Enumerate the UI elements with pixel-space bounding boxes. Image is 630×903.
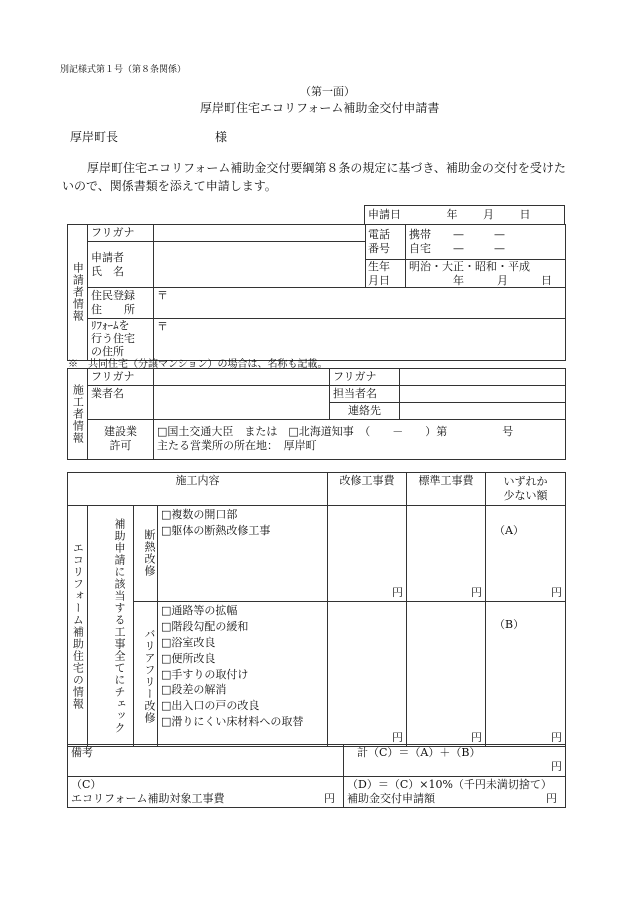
person-name-label: 担当者名 — [330, 385, 400, 402]
d-description: 補助金交付申請額 — [347, 791, 435, 805]
remarks-field[interactable] — [68, 745, 344, 777]
application-date-cell[interactable] — [365, 206, 565, 225]
d-yen: 円 — [546, 791, 557, 805]
address-field[interactable]: 〒 — [154, 288, 566, 319]
c-description: エコリフォーム補助対象工事費 — [71, 791, 225, 805]
applicant-name-field[interactable] — [154, 241, 366, 288]
mobile-label: 携帯 — [409, 228, 431, 242]
phone-label-2: 番号 — [368, 241, 390, 255]
yen-b: 円 — [551, 731, 562, 745]
checkbox-toilet[interactable]: □便所改良 — [161, 651, 216, 665]
office-location: 主たる営業所の所在地： 厚岸町 — [157, 439, 317, 452]
checkbox-handrail[interactable]: □手すりの取付け — [161, 667, 249, 681]
furigana-label: フリガナ — [88, 225, 154, 242]
works-content-header: 施工内容 — [68, 473, 328, 506]
intro-line-1: 厚岸町住宅エコリフォーム補助金交付要綱第８条の規定に基づき、補助金の交付を受けた — [87, 161, 566, 175]
phone-label-1: 電話 — [368, 228, 390, 242]
reform-label-3: の住所 — [91, 344, 124, 358]
addressee: 厚岸町長 — [70, 130, 119, 144]
contractor-furigana-label: フリガナ — [88, 369, 154, 386]
phone-label — [366, 225, 406, 260]
works-table — [67, 472, 566, 747]
checkbox-bathroom[interactable]: □浴室改良 — [161, 635, 216, 649]
license-label-1: 建設業 — [104, 425, 137, 439]
yen-a: 円 — [551, 586, 562, 600]
contact-field[interactable] — [400, 402, 566, 419]
barrier-free-label: バリアフリー改修 — [134, 601, 158, 746]
target-cost-cell[interactable] — [68, 777, 344, 808]
mark-b: （B） — [494, 617, 525, 631]
barrier-standard-cost[interactable]: 円 — [407, 601, 486, 746]
day-label: 日 — [519, 208, 531, 222]
reform-label-2: 行う住宅 — [91, 331, 135, 345]
license-field[interactable] — [154, 419, 566, 459]
home-label: 自宅 — [409, 241, 431, 255]
furigana-field[interactable] — [154, 225, 366, 242]
total-formula: 計（C）＝（A）＋（B） — [357, 746, 481, 759]
reform-address-field[interactable]: 〒 — [154, 318, 566, 360]
form-number: 別記様式第１号（第８条関係） — [60, 65, 187, 75]
dash: — — [494, 228, 505, 242]
dash: — — [453, 228, 464, 242]
page-title: 厚岸町住宅エコリフォーム補助金交付申請書 — [200, 101, 440, 115]
birth-label-1: 生年 — [368, 259, 390, 273]
checkbox-multiple-openings[interactable]: □複数の開口部 — [161, 508, 238, 521]
check-instruction: 補助申請に該当する工事全てにチェック — [88, 506, 134, 747]
barrier-free-items — [158, 601, 328, 746]
total-c-cell[interactable] — [344, 745, 566, 777]
remarks-label: 備考 — [71, 746, 93, 759]
license-label — [88, 419, 154, 459]
year-label: 年 — [446, 208, 458, 222]
summary-table — [67, 744, 566, 808]
total-yen: 円 — [551, 759, 562, 773]
license-label-2: 許可 — [109, 439, 132, 452]
birth-label — [366, 259, 406, 288]
insulation-label: 断熱改修 — [134, 506, 158, 602]
applicant-name-label — [88, 241, 154, 288]
insulation-items — [158, 506, 328, 602]
standard-cost-header: 標準工事費 — [407, 473, 486, 506]
reform-cost-header: 改修工事費 — [328, 473, 407, 506]
address-label-1: 住民登録 — [91, 289, 135, 303]
c-label: （C） — [71, 778, 102, 791]
reform-address-label — [88, 318, 154, 360]
checkbox-step-removal[interactable]: □段差の解消 — [161, 683, 227, 697]
insulation-standard-cost[interactable]: 円 — [407, 506, 486, 602]
applicant-section-label: 申請者情報 — [68, 225, 88, 361]
birth-field[interactable] — [406, 259, 566, 288]
era-options[interactable]: 明治・大正・昭和・平成 — [409, 259, 530, 273]
contractor-table — [67, 368, 566, 460]
lesser-amount-header — [486, 473, 566, 506]
d-formula: （D）＝（C）×10%（千円未満切捨て） — [347, 778, 552, 791]
month-label: 月 — [483, 208, 494, 222]
birth-ymd: 年 月 日 — [453, 273, 552, 287]
insulation-reform-cost[interactable]: 円 — [328, 506, 407, 602]
checkbox-stair-slope[interactable]: □階段勾配の緩和 — [161, 619, 249, 633]
address-label — [88, 288, 154, 319]
name-label-2: 氏 名 — [91, 264, 124, 278]
reform-label-1: ﾘﾌｫｰﾑを — [91, 319, 130, 333]
applicant-table — [67, 224, 566, 361]
dash: — — [453, 241, 464, 255]
insulation-lesser-amount[interactable] — [486, 506, 566, 602]
birth-label-2: 月日 — [368, 273, 390, 287]
checkbox-body-insulation[interactable]: □躯体の断熱改修工事 — [161, 523, 271, 537]
intro-line-2: いので、関係書類を添えて申請します。 — [62, 179, 277, 193]
contractor-section-label: 施工者情報 — [68, 369, 88, 460]
subsidy-amount-cell[interactable] — [344, 777, 566, 808]
honorific: 様 — [215, 130, 228, 144]
phone-field[interactable] — [406, 225, 566, 260]
checkbox-nonslip-floor[interactable]: □滑りにくい床材料への取替 — [161, 715, 304, 729]
page-label: （第一面） — [300, 85, 355, 98]
application-date-table — [364, 205, 565, 225]
address-label-2: 住 所 — [91, 303, 135, 316]
contact-label: 連絡先 — [330, 402, 400, 419]
date-label: 申請日 — [368, 208, 401, 222]
c-yen: 円 — [324, 791, 335, 805]
checkbox-entrance-door[interactable]: □出入口の戸の改良 — [161, 699, 260, 713]
license-options[interactable]: □国土交通大臣 または □北海道知事 （ － ）第 号 — [157, 425, 514, 439]
works-side-label: エコリフォーム補助住宅の情報 — [68, 506, 88, 747]
name-label-1: 申請者 — [91, 250, 124, 264]
lesser-1: いずれか — [503, 475, 548, 489]
company-name-label: 業者名 — [88, 385, 154, 419]
lesser-2: 少ない額 — [503, 489, 548, 502]
person-furigana-label: フリガナ — [330, 369, 400, 386]
mark-a: （A） — [494, 524, 524, 537]
checkbox-passage-widening[interactable]: □通路等の拡幅 — [161, 603, 238, 617]
shared-housing-note: ※ 共同住宅（分譲マンション）の場合は、名称も記載。 — [68, 359, 328, 370]
contractor-furigana-field[interactable] — [154, 369, 330, 386]
company-name-field[interactable] — [154, 385, 330, 419]
person-name-field[interactable] — [400, 385, 566, 402]
barrier-lesser-amount[interactable] — [486, 601, 566, 746]
barrier-reform-cost[interactable]: 円 — [328, 601, 407, 746]
dash: — — [494, 241, 505, 255]
person-furigana-field[interactable] — [400, 369, 566, 386]
